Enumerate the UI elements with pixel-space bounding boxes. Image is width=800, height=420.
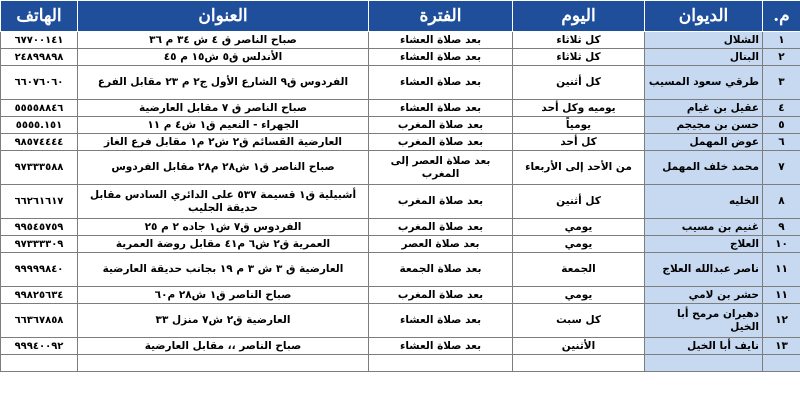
- day-cell: يومي: [513, 287, 645, 304]
- table-row: [1, 304, 800, 338]
- row-number: ٦: [763, 134, 800, 151]
- period-cell: بعد صلاة المغرب: [369, 287, 513, 304]
- address-cell: الأندلس ق٥ ش١٥ م ٤٥: [78, 49, 369, 66]
- table-row: [1, 338, 800, 355]
- period-cell: بعد صلاة العشاء: [369, 49, 513, 66]
- row-number: ٣: [763, 66, 800, 100]
- period-cell: بعد صلاة المغرب: [369, 134, 513, 151]
- address-cell: العارضية ق ٣ ش ٣ م ١٩ بجانب حديقة العارضية: [78, 253, 369, 287]
- diwan-name: دهيران مرمح أبا الخيل: [645, 304, 763, 338]
- row-number: ١١: [763, 253, 800, 287]
- period-cell: [369, 355, 513, 372]
- day-cell: يومياً: [513, 117, 645, 134]
- table-row: [1, 287, 800, 304]
- address-cell: صباح الناصر ق ٤ ش ٣٤ م ٣٦: [78, 32, 369, 49]
- period-cell: بعد صلاة المغرب: [369, 117, 513, 134]
- row-number: ١٣: [763, 338, 800, 355]
- address-cell: العمرية ق٢ ش٦ م٤١ مقابل روضة العمرية: [78, 236, 369, 253]
- row-number: ١١: [763, 287, 800, 304]
- diwan-name: البنال: [645, 49, 763, 66]
- table-row: [1, 49, 800, 66]
- day-cell: كل أحد: [513, 134, 645, 151]
- diwan-name: [645, 355, 763, 372]
- row-number: ٩: [763, 219, 800, 236]
- header-address: العنوان: [78, 1, 369, 32]
- day-cell: كل ثلاثاء: [513, 32, 645, 49]
- day-cell: يومي: [513, 236, 645, 253]
- phone-cell: ٩٧٣٣٣٥٨٨: [1, 151, 78, 185]
- diwan-name: عقيل بن غيام: [645, 100, 763, 117]
- phone-cell: ٥٥٥٥.١٥١: [1, 117, 78, 134]
- diwan-name: الشلال: [645, 32, 763, 49]
- table-row: [1, 236, 800, 253]
- period-cell: بعد صلاة العشاء: [369, 100, 513, 117]
- diwan-name: نايف أبا الخيل: [645, 338, 763, 355]
- phone-cell: ٩٧٣٣٣٣٠٩: [1, 236, 78, 253]
- row-number: ٧: [763, 151, 800, 185]
- header-number: م.: [763, 1, 800, 32]
- table-row: [1, 355, 800, 372]
- phone-cell: ٦٧٧٠٠١٤١: [1, 32, 78, 49]
- day-cell: كل أثنين: [513, 185, 645, 219]
- phone-cell: ٦٦٣٦٧٨٥٨: [1, 304, 78, 338]
- table-row: [1, 253, 800, 287]
- header-period: الفترة: [369, 1, 513, 32]
- diwan-name: محمد خلف المهمل: [645, 151, 763, 185]
- table-row: [1, 32, 800, 49]
- period-cell: بعد صلاة المغرب: [369, 219, 513, 236]
- address-cell: الجهراء - النعيم ق١ ش٤ م ١١: [78, 117, 369, 134]
- period-cell: بعد صلاة الجمعة: [369, 253, 513, 287]
- phone-cell: ٦٦٠٧٦٠٦٠: [1, 66, 78, 100]
- phone-cell: ٥٥٥٥٨٨٤٦: [1, 100, 78, 117]
- table-row: [1, 185, 800, 219]
- address-cell: أشبيلية ق١ قسيمة ٥٣٧ على الدائري السادس مقابل حديقة الجليب: [78, 185, 369, 219]
- diwan-name: حسن بن مجيجم: [645, 117, 763, 134]
- header-row: [1, 1, 800, 32]
- phone-cell: ٢٤٨٩٩٨٩٨: [1, 49, 78, 66]
- phone-cell: ٩٩٩٩٩٨٤٠: [1, 253, 78, 287]
- diwan-name: طرقي سعود المسيب: [645, 66, 763, 100]
- phone-cell: ٦٦٢٦١٦١٧: [1, 185, 78, 219]
- address-cell: الفردوس ق٧ ش١ جاده ٢ م ٢٥: [78, 219, 369, 236]
- diwan-name: عوض المهمل: [645, 134, 763, 151]
- table-row: [1, 66, 800, 100]
- row-number: ٤: [763, 100, 800, 117]
- day-cell: كل ثلاثاء: [513, 49, 645, 66]
- table-row: [1, 117, 800, 134]
- diwan-name: حشر بن لامي: [645, 287, 763, 304]
- header-phone: الهاتف: [1, 1, 78, 32]
- address-cell: [78, 355, 369, 372]
- period-cell: بعد صلاة المغرب: [369, 185, 513, 219]
- table-row: [1, 100, 800, 117]
- address-cell: صباح الناصر ق ٧ مقابل العارضية: [78, 100, 369, 117]
- diwan-name: الخليه: [645, 185, 763, 219]
- period-cell: بعد صلاة العصر: [369, 236, 513, 253]
- table-row: [1, 219, 800, 236]
- address-cell: صباح الناصر ،، مقابل العارضية: [78, 338, 369, 355]
- day-cell: كل سبت: [513, 304, 645, 338]
- row-number: [763, 355, 800, 372]
- phone-cell: ٩٩٥٤٥٧٥٩: [1, 219, 78, 236]
- period-cell: بعد صلاة العشاء: [369, 338, 513, 355]
- period-cell: بعد صلاة العشاء: [369, 32, 513, 49]
- period-cell: بعد صلاة العشاء: [369, 66, 513, 100]
- header-diwan: الديوان: [645, 1, 763, 32]
- header-day: اليوم: [513, 1, 645, 32]
- day-cell: الأثنين: [513, 338, 645, 355]
- row-number: ٥: [763, 117, 800, 134]
- phone-cell: ٩٩٩٤٠٠٩٢: [1, 338, 78, 355]
- row-number: ٢: [763, 49, 800, 66]
- period-cell: بعد صلاة العصر إلى المغرب: [369, 151, 513, 185]
- phone-cell: ٩٩٨٢٥٦٣٤: [1, 287, 78, 304]
- row-number: ١٢: [763, 304, 800, 338]
- day-cell: يومي: [513, 219, 645, 236]
- day-cell: يوميه وكل أحد: [513, 100, 645, 117]
- address-cell: الفردوس ق٩ الشارع الأول ج٢ م ٢٣ مقابل الفرع: [78, 66, 369, 100]
- phone-cell: ٩٨٥٧٤٤٤٤: [1, 134, 78, 151]
- address-cell: العارضية ق٢ ش٧ منزل ٣٣: [78, 304, 369, 338]
- row-number: ٨: [763, 185, 800, 219]
- row-number: ١٠: [763, 236, 800, 253]
- diwan-name: العلاج: [645, 236, 763, 253]
- diwan-name: غنيم بن مسيب: [645, 219, 763, 236]
- day-cell: كل أثنين: [513, 66, 645, 100]
- address-cell: صباح الناصر ق١ ش٢٨ م٢٨ مقابل الفردوس: [78, 151, 369, 185]
- table-row: [1, 151, 800, 185]
- row-number: ١: [763, 32, 800, 49]
- address-cell: صباح الناصر ق١ ش٢٨ م٦٠: [78, 287, 369, 304]
- period-cell: بعد صلاة العشاء: [369, 304, 513, 338]
- day-cell: الجمعة: [513, 253, 645, 287]
- phone-cell: [1, 355, 78, 372]
- day-cell: من الأحد إلى الأربعاء: [513, 151, 645, 185]
- diwan-name: ناصر عبدالله العلاج: [645, 253, 763, 287]
- address-cell: العارضية القسائم ق٢ ش٢ م١ مقابل فرع الغاز: [78, 134, 369, 151]
- table-row: [1, 134, 800, 151]
- day-cell: [513, 355, 645, 372]
